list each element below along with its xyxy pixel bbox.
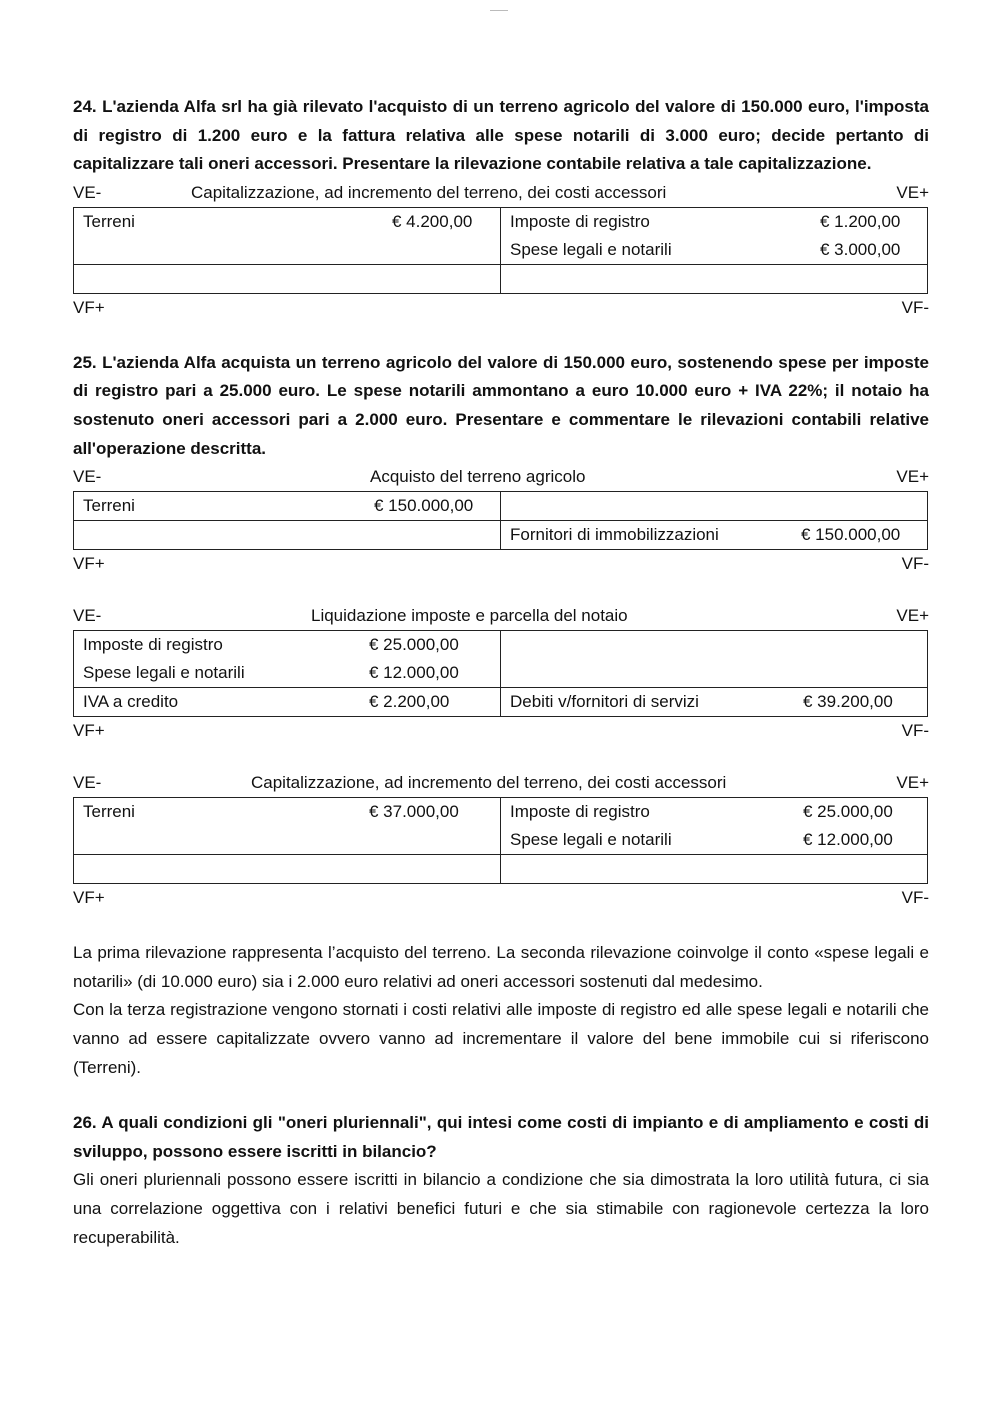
ve-plus-label: VE+ bbox=[896, 182, 929, 202]
account-amount: € 12.000,00 bbox=[803, 830, 893, 850]
entry-25-1-footer bbox=[73, 550, 929, 578]
credit-row bbox=[501, 521, 927, 549]
entry-24-footer bbox=[73, 294, 929, 322]
account-name: Imposte di registro bbox=[83, 635, 223, 655]
question-24: 24. L'azienda Alfa srl ha già rilevato l'acquisto di un terreno agricolo del valore di 150.000 euro, l'imposta di registro di 1.200 euro e la fattura relativa alle spese notarili di 3.000 euro; decide pertanto di capitalizzare tali oneri accessori. Presentare la rilevazione contabile relativa a tale capitalizzazione. bbox=[73, 97, 929, 174]
entry-25-3-footer bbox=[73, 884, 929, 912]
ve-plus-label: VE+ bbox=[896, 606, 929, 626]
debit-row bbox=[74, 492, 500, 520]
debit-row bbox=[74, 798, 500, 826]
account-amount: € 37.000,00 bbox=[369, 802, 459, 822]
vf-minus-label: VF- bbox=[901, 888, 929, 908]
account-amount: € 150.000,00 bbox=[374, 496, 474, 516]
credit-row bbox=[501, 208, 927, 236]
ve-minus-label: VE- bbox=[73, 606, 102, 626]
account-amount: € 150.000,00 bbox=[801, 525, 901, 545]
vf-plus-label: VF+ bbox=[73, 297, 105, 317]
credit-row bbox=[501, 798, 927, 826]
entry-25-comment-1: La prima rilevazione rappresenta l’acquisto del terreno. La seconda rilevazione coinvolge il conto «spese legali e notarili» (di 10.000 euro) sia i 2.000 euro relativi ad oneri accessori sostenuti dal medesimo. bbox=[73, 943, 929, 991]
entry-title: Capitalizzazione, ad incremento del terreno, dei costi accessori bbox=[191, 182, 667, 202]
journal-entry-25-1 bbox=[73, 491, 928, 550]
account-name: Debiti v/fornitori di servizi bbox=[510, 692, 699, 712]
entry-25-2-header bbox=[73, 602, 929, 630]
ve-minus-label: VE- bbox=[73, 467, 102, 487]
account-amount: € 1.200,00 bbox=[820, 211, 901, 231]
ve-minus-label: VE- bbox=[73, 773, 102, 793]
vf-plus-label: VF+ bbox=[73, 888, 105, 908]
vf-minus-label: VF- bbox=[901, 721, 929, 741]
page-header-mark-icon bbox=[490, 0, 508, 4]
entry-title: Liquidazione imposte e parcella del notaio bbox=[311, 606, 628, 626]
account-amount: € 25.000,00 bbox=[369, 635, 459, 655]
debit-row bbox=[74, 208, 500, 236]
vf-plus-label: VF+ bbox=[73, 554, 105, 574]
credit-row bbox=[501, 826, 927, 854]
ve-plus-label: VE+ bbox=[896, 773, 929, 793]
debit-row bbox=[74, 659, 500, 687]
entry-25-2-footer bbox=[73, 717, 929, 745]
account-amount: € 3.000,00 bbox=[820, 239, 901, 259]
answer-26: Gli oneri pluriennali possono essere iscritti in bilancio a condizione che sia dimostrata la loro utilità futura, ci sia una correlazione oggettiva con i relativi benefici futuri e che sia stimabile con ragionevole certezza la loro recuperabilità. bbox=[73, 1170, 929, 1247]
account-name: Terreni bbox=[83, 211, 135, 231]
vf-plus-label: VF+ bbox=[73, 721, 105, 741]
entry-25-1-header bbox=[73, 463, 929, 491]
ve-plus-label: VE+ bbox=[896, 467, 929, 487]
ve-minus-label: VE- bbox=[73, 182, 102, 202]
account-name: Terreni bbox=[83, 496, 135, 516]
journal-entry-25-3 bbox=[73, 797, 928, 884]
account-amount: € 12.000,00 bbox=[369, 663, 459, 683]
entry-title: Capitalizzazione, ad incremento del terreno, dei costi accessori bbox=[251, 773, 727, 793]
account-amount: € 25.000,00 bbox=[803, 802, 893, 822]
account-name: Imposte di registro bbox=[510, 211, 650, 231]
account-amount: € 4.200,00 bbox=[392, 211, 473, 231]
entry-24-header bbox=[73, 179, 929, 207]
account-name: Imposte di registro bbox=[510, 802, 650, 822]
journal-entry-25-2 bbox=[73, 630, 928, 717]
account-amount: € 2.200,00 bbox=[369, 692, 450, 712]
account-name: Spese legali e notarili bbox=[510, 239, 672, 259]
account-name: Fornitori di immobilizzazioni bbox=[510, 525, 719, 545]
account-name: Spese legali e notarili bbox=[510, 830, 672, 850]
account-name: Spese legali e notarili bbox=[83, 663, 245, 683]
debit-row bbox=[74, 631, 500, 659]
question-26: 26. A quali condizioni gli "oneri pluriennali", qui intesi come costi di impianto e di ampliamento e costi di sviluppo, possono essere iscritti in bilancio? bbox=[73, 1113, 929, 1161]
document-page bbox=[73, 93, 929, 1252]
entry-25-3-header bbox=[73, 769, 929, 797]
account-name: IVA a credito bbox=[83, 692, 179, 712]
entry-25-comment-2: Con la terza registrazione vengono stornati i costi relativi alle imposte di registro ed alle spese legali e notarili che vanno ad essere capitalizzate ovvero vanno ad incrementare il valore del bene immobile cui si riferiscono (Terreni). bbox=[73, 1000, 929, 1077]
journal-entry-24 bbox=[73, 207, 928, 294]
credit-row bbox=[501, 688, 927, 716]
credit-row bbox=[501, 236, 927, 264]
entry-title: Acquisto del terreno agricolo bbox=[370, 467, 586, 487]
account-amount: € 39.200,00 bbox=[803, 692, 893, 712]
debit-row bbox=[74, 688, 500, 716]
vf-minus-label: VF- bbox=[901, 297, 929, 317]
question-25: 25. L'azienda Alfa acquista un terreno agricolo del valore di 150.000 euro, sostenendo spese per imposte di registro pari a 25.000 euro. Le spese notarili ammontano a euro 10.000 euro + IVA 22%; il notaio ha sostenuto oneri accessori pari a 2.000 euro. Presentare e commentare le rilevazioni contabili relative all'operazione descritta. bbox=[73, 352, 929, 458]
vf-minus-label: VF- bbox=[901, 554, 929, 574]
account-name: Terreni bbox=[83, 802, 135, 822]
